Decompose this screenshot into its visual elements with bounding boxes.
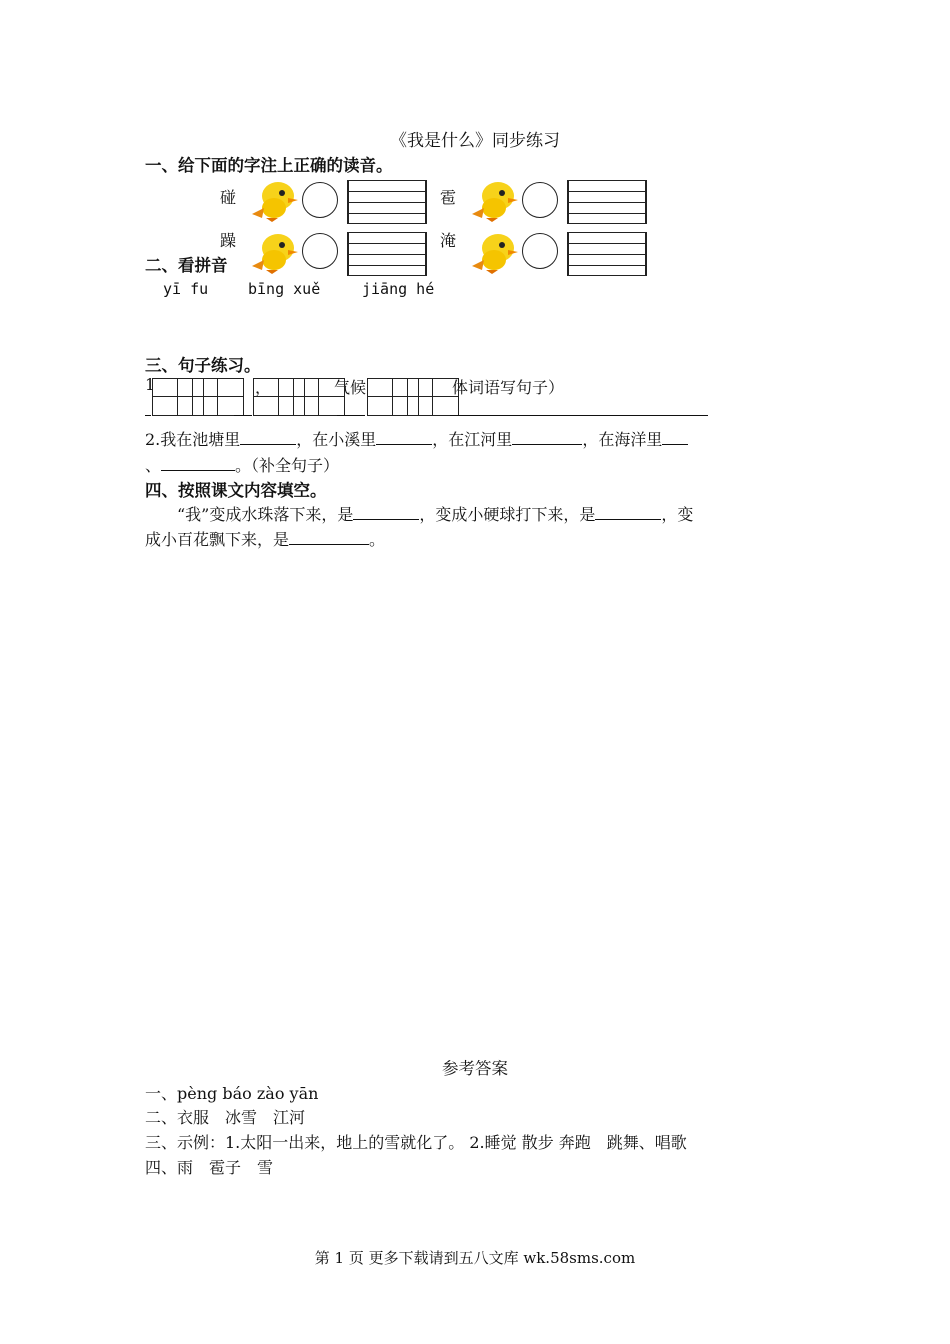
blank-line[interactable] <box>234 415 252 416</box>
page-footer: 第 1 页 更多下载请到五八文库 wk.58sms.com <box>314 1249 636 1267</box>
q4-text: ，变 <box>661 505 694 524</box>
blank-line[interactable] <box>353 503 419 520</box>
s2-text: ，在海洋里 <box>582 430 663 449</box>
blank-line[interactable] <box>240 428 296 445</box>
pinyin-lines[interactable] <box>347 232 427 276</box>
s2-text: 、 <box>145 456 162 475</box>
q4-heading: 四、按照课文内容填空。 <box>145 481 327 500</box>
blank-line[interactable] <box>512 428 582 445</box>
answer-2: 二、衣服 冰雪 江河 <box>145 1108 306 1127</box>
pinyin-lines[interactable] <box>347 180 427 224</box>
pinyin-2: bīng xuě <box>248 280 321 298</box>
sentence-2-cont <box>145 453 339 476</box>
answer-circle[interactable] <box>302 233 338 269</box>
blank-line[interactable] <box>376 428 432 445</box>
answers-title: 参考答案 <box>442 1059 508 1078</box>
char-3: 躁 <box>220 231 237 250</box>
answer-circle[interactable] <box>522 233 558 269</box>
chick-icon <box>468 230 520 278</box>
char-grid[interactable] <box>293 378 345 416</box>
s2-text: ，在江河里 <box>432 430 513 449</box>
char-1: 碰 <box>220 188 237 207</box>
blank-line[interactable] <box>662 428 688 445</box>
q4-line-1 <box>177 502 693 525</box>
char-grid[interactable] <box>192 378 244 416</box>
s1-fragment: 气候 <box>334 378 367 397</box>
s1-fragment: 1 <box>145 375 156 394</box>
q2-heading: 二、看拼音 <box>145 256 228 275</box>
pinyin-1: yī fu <box>163 280 209 298</box>
char-4: 淹 <box>440 231 457 250</box>
q4-text: 。 <box>369 530 386 549</box>
q4-text: ，变成小硬球打下来，是 <box>419 505 596 524</box>
answer-3: 三、示例：1.太阳一出来，地上的雪就化了。 2.睡觉 散步 奔跑 跳舞、唱歌 <box>145 1133 687 1152</box>
char-2: 雹 <box>440 188 457 207</box>
chick-icon <box>248 230 300 278</box>
answer-4: 四、雨 雹子 雪 <box>145 1158 274 1177</box>
sentence-2 <box>145 427 688 450</box>
answer-1: 一、pèng báo zào yān <box>145 1084 319 1103</box>
blank-line[interactable] <box>450 415 708 416</box>
pinyin-lines[interactable] <box>567 232 647 276</box>
pinyin-lines[interactable] <box>567 180 647 224</box>
blank-line[interactable] <box>337 415 365 416</box>
q3-heading: 三、句子练习。 <box>145 356 261 375</box>
blank-line[interactable] <box>145 415 151 416</box>
blank-line[interactable] <box>161 454 235 471</box>
answer-circle[interactable] <box>522 182 558 218</box>
chick-icon <box>248 178 300 226</box>
q4-line-2 <box>145 527 385 550</box>
q4-text: 成小百花飘下来，是 <box>145 530 290 549</box>
page-title: 《我是什么》同步练习 <box>390 131 560 151</box>
s2-text: 。（补全句子） <box>235 456 340 475</box>
q4-text: “我”变成水珠落下来，是 <box>177 505 354 524</box>
q1-heading: 一、给下面的字注上正确的读音。 <box>145 156 393 175</box>
s2-text: ，在小溪里 <box>296 430 377 449</box>
chick-icon <box>468 178 520 226</box>
blank-line[interactable] <box>595 503 661 520</box>
char-grid[interactable] <box>407 378 459 416</box>
s2-text: 2.我在池塘里 <box>145 430 241 449</box>
pinyin-3: jiāng hé <box>362 280 435 298</box>
s1-fragment: 体词语写句子） <box>452 378 565 397</box>
answer-circle[interactable] <box>302 182 338 218</box>
s1-comma: ， <box>255 378 272 397</box>
blank-line[interactable] <box>289 528 369 545</box>
